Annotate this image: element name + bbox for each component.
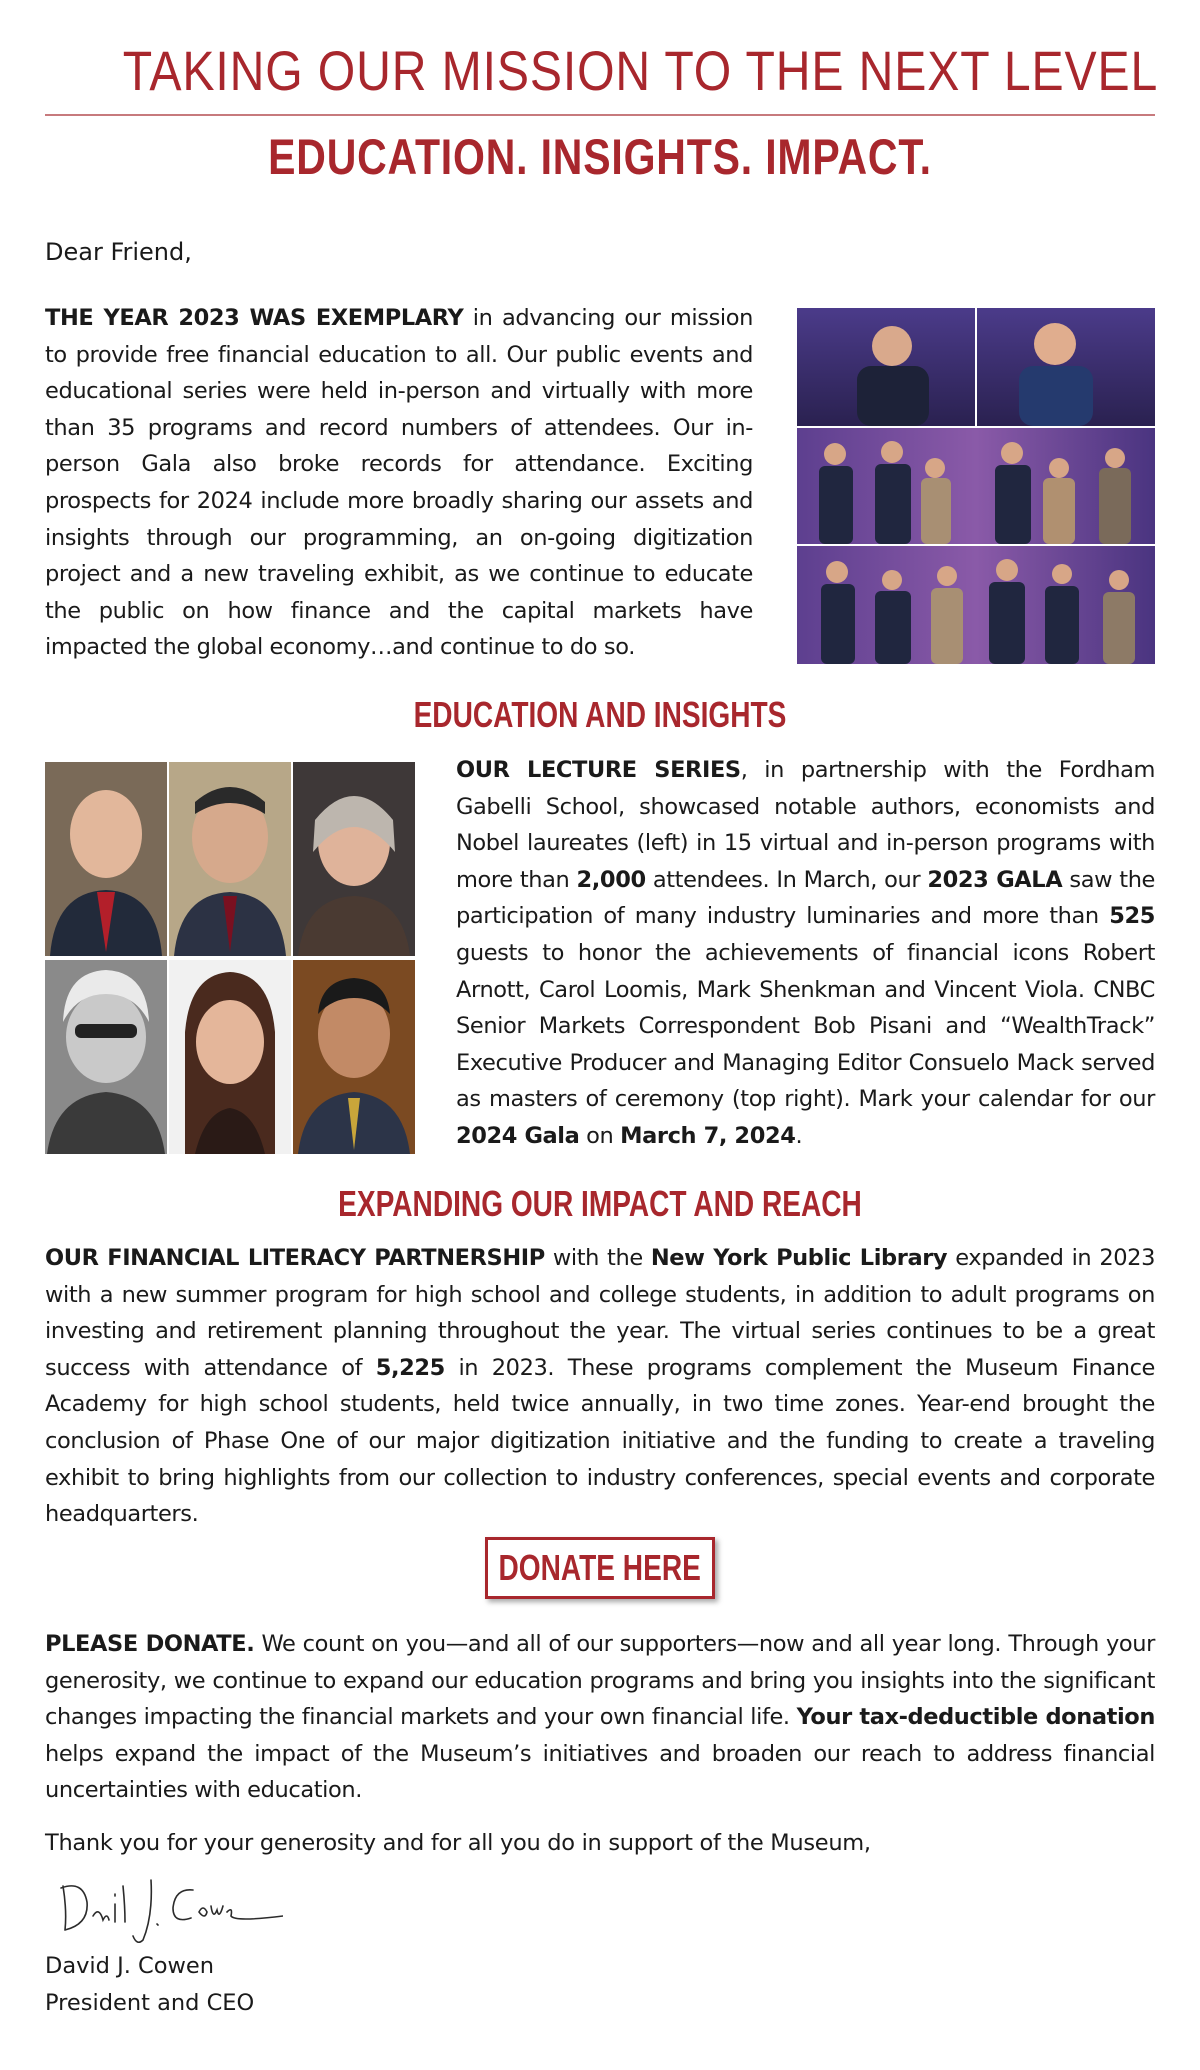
- closing-line: Thank you for your generosity and for all you do in support of the Museum,: [45, 1830, 871, 1856]
- salutation: Dear Friend,: [45, 238, 192, 266]
- signer-title: President and CEO: [45, 1990, 255, 2016]
- title-divider: [45, 114, 1155, 116]
- donation-appeal-paragraph: PLEASE DONATE. We count on you—and all of our supporters—now and all year long. Through your generosity, we continue to expand our education programs and bring you insights into the significant changes impacting the financial markets and your own financial life. Your tax-deductible donation helps expand the impact of the Museum’s initiatives and broaden our reach to address financial uncertainties with education.: [45, 1631, 1155, 1804]
- signature: [53, 1866, 283, 1946]
- section-heading-impact: EXPANDING OUR IMPACT AND REACH: [338, 1183, 862, 1224]
- literacy-partnership-paragraph: OUR FINANCIAL LITERACY PARTNERSHIP with the New York Public Library expanded in 2023 with a new summer program for high school and college students, in addition to adult programs on investing and retirement planning throughout the year. The virtual series continues to be a great success with attendance of 5,225 in 2023. These programs complement the Museum Finance Academy for high school students, held twice annually, in two time zones. Year-end brought the conclusion of Phase One of our major digitization initiative and the funding to create a traveling exhibit to bring highlights from our collection to industry conferences, special events and corporate headquarters.: [45, 1245, 1155, 1528]
- lecture-speakers-portraits: [45, 762, 415, 1154]
- gala-photo-collage: [797, 308, 1155, 664]
- intro-lead: THE YEAR 2023 WAS EXEMPLARY: [45, 305, 464, 331]
- page-title: TAKING OUR MISSION TO THE NEXT LEVEL: [122, 39, 1159, 102]
- donate-button[interactable]: [485, 1537, 715, 1599]
- portrait-5: [185, 972, 275, 1154]
- lecture-series-paragraph: OUR LECTURE SERIES, in partnership with the Fordham Gabelli School, showcased notable authors, economists and Nobel laureates (left) in 15 virtual and in-person programs with more than 2,000 attendees. In March, our 2023 GALA saw the participation of many industry luminaries and more than 525 guests to honor the achievements of financial icons Robert Arnott, Carol Loomis, Mark Shenkman and Vincent Viola. CNBC Senior Markets Correspondent Bob Pisani and “WealthTrack” Executive Producer and Managing Editor Consuelo Mack served as masters of ceremony (top right). Mark your calendar for our 2024 Gala on March 7, 2024.: [456, 757, 1155, 1149]
- intro-paragraph: THE YEAR 2023 WAS EXEMPLARY in advancing our mission to provide free financial education to all. Our public events and educational series were held in-person and virtually with more than 35 programs and record numbers of attendees. Our in-person Gala also broke records for attendance. Exciting prospects for 2024 include more broadly sharing our assets and insights through our programming, an on-going digitization project and a new traveling exhibit, as we continue to educate the public on how finance and the capital markets have impacted the global economy…and continue to do so.: [45, 305, 753, 661]
- page-subtitle: EDUCATION. INSIGHTS. IMPACT.: [268, 129, 932, 185]
- section-heading-education: EDUCATION AND INSIGHTS: [413, 694, 787, 735]
- signer-name: David J. Cowen: [45, 1953, 215, 1979]
- donate-button-label: DONATE HERE: [498, 1547, 702, 1588]
